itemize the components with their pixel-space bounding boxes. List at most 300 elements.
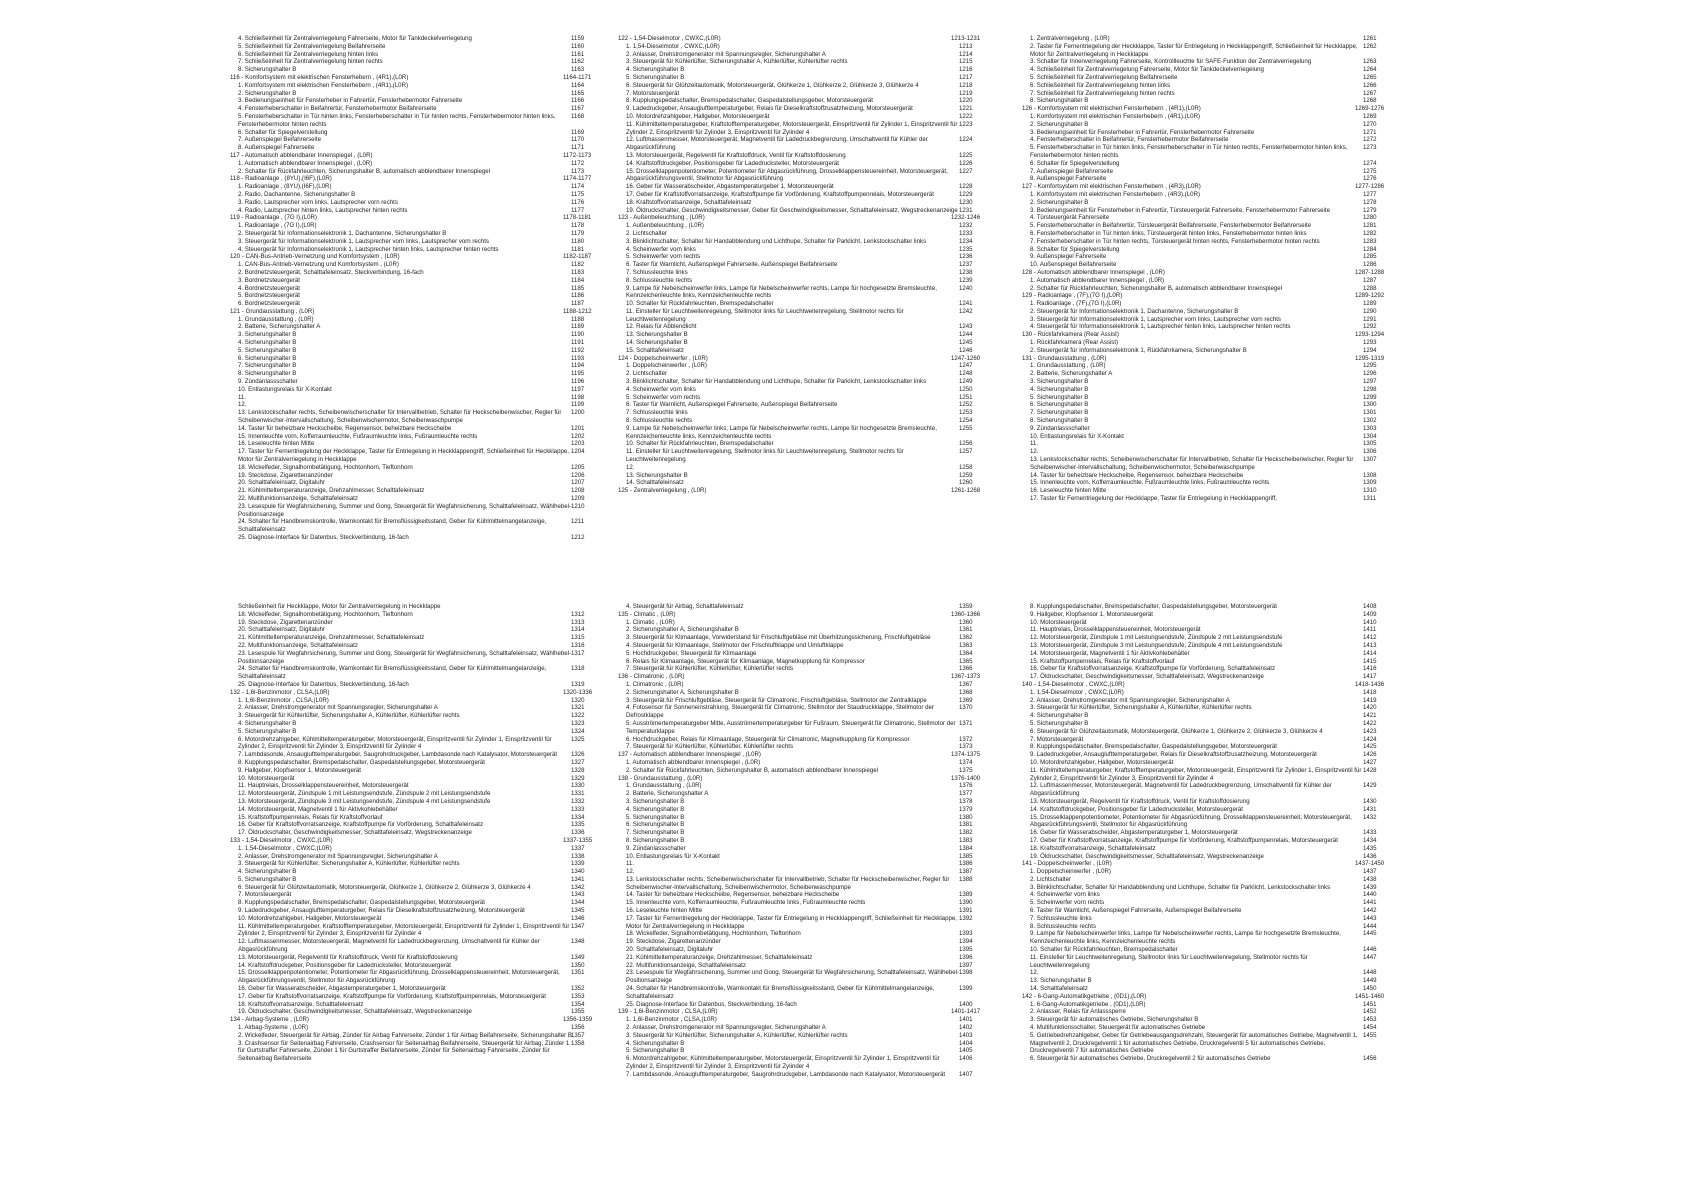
toc-entry-page: 1395 xyxy=(959,946,973,954)
toc-entry-title: 21. Kühlmitteltemperaturanzeige, Drehzahlmesser, Schalttafeleinsatz xyxy=(238,634,425,642)
toc-entry-title: 8. Sicherungshalter B xyxy=(626,836,685,844)
toc-entry-page: 1281 xyxy=(1363,222,1377,230)
toc-entry xyxy=(626,743,1026,751)
toc-entry xyxy=(626,82,1026,90)
toc-column-5 xyxy=(618,603,1026,1079)
toc-entry xyxy=(238,472,638,480)
toc-entry-title: 1. Komfortsystem mit elektrischen Fensterhebern , (4R1),(L0R) xyxy=(1030,112,1201,120)
toc-entry xyxy=(1030,253,1430,261)
toc-entry-page: 1265 xyxy=(1363,73,1377,81)
toc-entry-page: 1227 xyxy=(959,167,973,175)
toc-entry-title: 7. Lambdasonde, Ansauglufttemperaturgeber, Saugrohrdruckgeber, Lambdasonde nach Katalysator, Motorsteuergerät xyxy=(238,751,558,759)
toc-entry-page: 1346 xyxy=(571,914,585,922)
toc-entry xyxy=(626,907,1026,915)
toc-entry-page: 1237 xyxy=(959,261,973,269)
toc-entry-title: 10. Motorsteuergerät xyxy=(238,774,295,782)
toc-entry-title: 14. Kraftstoffdruckgeber, Positionsgeber für Ladedrucksteller, Motorsteuergerät xyxy=(1030,805,1243,813)
toc-entry-page: 1283 xyxy=(1363,237,1377,245)
toc-entry-title: 1. Automatisch abblendbarer Innenspiegel , (L0R) xyxy=(626,758,761,766)
toc-entry-page: 1405 xyxy=(959,1047,973,1055)
toc-entry xyxy=(626,121,1026,137)
toc-entry-title: 126 - Komfortsystem mit elektrischen Fensterhebern , (4R1),(L0R) xyxy=(1022,105,1201,113)
toc-entry-title: 3. Blinklichtschalter, Schalter für Handabblendung und Lichthupe, Schalter für Parklicht, Lenkstockschalter links xyxy=(626,378,927,386)
toc-entry-page: 1234 xyxy=(959,237,973,245)
toc-entry-title: 6. Steuergerät für Glühzeitautomatik, Motorsteuergerät, Glühkerze 1, Glühkerze 2, Glühkerze 3, Glühkerze 4 xyxy=(238,883,531,891)
toc-entry-title: 11. Hauptrelais, Drosselklappensteuereinheit, Motorsteuergerät xyxy=(1030,626,1201,634)
toc-entry-title: 20. Schalttafeleinsatz, Digitaluhr xyxy=(626,946,714,954)
toc-entry xyxy=(1030,915,1430,923)
toc-entry xyxy=(626,759,1026,767)
toc-entry-title: 8. Sicherungshalter B xyxy=(1030,97,1089,105)
toc-entry xyxy=(1030,394,1430,402)
toc-entry xyxy=(238,798,638,806)
toc-entry-page: 1313 xyxy=(571,618,585,626)
toc-entry-page: 1295-1319 xyxy=(1355,354,1385,362)
toc-section-entry xyxy=(1022,860,1430,868)
toc-entry-page: 1214 xyxy=(959,50,973,58)
toc-entry-title: 1. Climatic , (L0R) xyxy=(626,618,675,626)
toc-entry-page: 1287 xyxy=(1363,276,1377,284)
toc-entry-page: 1199 xyxy=(571,401,585,409)
toc-entry-title: 15. Kraftstoffpumpenrelais, Relais für Kraftstoffvorlauf xyxy=(238,813,383,821)
toc-entry-title: 8. Kupplungspedalschalter, Bremspedalschalter, Gaspedalstellungsgeber, Motorsteuergerät xyxy=(238,899,485,907)
toc-entry-title: 21. Kühlmitteltemperaturanzeige, Drehzahlmesser, Schalttafeleinsatz xyxy=(626,953,813,961)
toc-entry-title: 13. Motorsteuergerät, Regelventil für Kraftstoffdruck, Ventil für Kraftstoffdosierung xyxy=(626,151,846,159)
toc-entry xyxy=(1030,97,1430,105)
toc-entry-title: 3. Blinklichtschalter, Schalter für Handabblendung und Lichthupe, Schalter für Parklicht, Lenkstockschalter links xyxy=(1030,883,1331,891)
toc-entry xyxy=(238,285,638,293)
toc-entry-title: 2. Batterie, Sicherungshalter A xyxy=(1030,370,1113,378)
toc-section-entry xyxy=(230,837,638,845)
toc-entry xyxy=(626,58,1026,66)
toc-entry xyxy=(1030,74,1430,82)
toc-entry-title: 136 - Climatronic , (L0R) xyxy=(618,673,685,681)
toc-entry-page: 1286 xyxy=(1363,261,1377,269)
toc-entry xyxy=(626,479,1026,487)
toc-entry xyxy=(238,775,638,783)
toc-entry-page: 1326 xyxy=(571,751,585,759)
toc-entry-title: 16. Geber für Kraftstoffvorratsanzeige, Kraftstoffpumpe für Vorförderung, Schalttafeleinsatz xyxy=(1030,665,1276,673)
toc-entry xyxy=(1030,954,1430,970)
toc-entry-page: 1300 xyxy=(1363,401,1377,409)
toc-entry-page: 1453 xyxy=(1363,1016,1377,1024)
toc-entry xyxy=(238,160,638,168)
toc-entry-page: 1385 xyxy=(959,852,973,860)
toc-entry-page: 1330 xyxy=(571,782,585,790)
toc-entry xyxy=(238,386,638,394)
toc-entry xyxy=(1030,144,1430,160)
toc-entry-title: 5. Ausströmertemperaturgeber Mitte, Ausströmertemperaturgeber für Fußraum, Steuergerät für Climatronic, Stellmotor der Temperaturklappe xyxy=(626,719,956,735)
toc-entry xyxy=(238,767,638,775)
toc-section-entry xyxy=(1022,292,1430,300)
toc-entry xyxy=(238,814,638,822)
toc-entry-page: 1429 xyxy=(1363,782,1377,790)
toc-entry-page: 1264 xyxy=(1363,66,1377,74)
toc-entry xyxy=(238,316,638,324)
toc-entry xyxy=(1030,845,1430,853)
toc-entry-page: 1397 xyxy=(959,961,973,969)
toc-entry xyxy=(238,331,638,339)
toc-entry-page: 1317 xyxy=(571,649,585,657)
toc-entry xyxy=(1030,899,1430,907)
toc-entry-page: 1450 xyxy=(1363,985,1377,993)
toc-entry-page: 1170 xyxy=(571,136,585,144)
toc-entry-title: 7. Schließeinheit für Zentralverriegelung hinten rechts xyxy=(1030,89,1175,97)
toc-section-entry xyxy=(618,214,1026,222)
toc-entry-title: 12. Motorsteuergerät, Zündspule 1 mit Leistungsendstufe, Zündspule 2 mit Leistungsendstufe xyxy=(238,790,491,798)
toc-entry-title: 2. Batterie, Sicherungshalter A xyxy=(238,323,321,331)
toc-entry xyxy=(238,860,638,868)
toc-entry xyxy=(1030,697,1430,705)
toc-entry-title: 139 - 1,6l-Benzinmotor , CLSA,(L0R) xyxy=(618,1008,718,1016)
toc-entry-title: 4. Fensterheberschalter in Beifahrertür, Fensterhebermotor Beifahrerseite xyxy=(238,105,437,113)
toc-entry-page: 1384 xyxy=(959,844,973,852)
toc-entry-title: 13. Sicherungshalter B xyxy=(626,331,688,339)
toc-entry-page: 1393 xyxy=(959,930,973,938)
toc-entry xyxy=(626,665,1026,673)
toc-entry xyxy=(1030,277,1430,285)
toc-entry xyxy=(1030,323,1430,331)
toc-entry-page: 1178 xyxy=(571,222,585,230)
toc-entry-title: 2. Sicherungshalter B xyxy=(1030,198,1089,206)
toc-entry-page: 1186 xyxy=(571,292,585,300)
toc-entry xyxy=(1030,969,1430,977)
toc-entry-title: 2. Schalter für Rückfahrleuchten, Sicherungshalter B, automatisch abblendbarer Innenspiegel xyxy=(1030,284,1283,292)
toc-entry-page: 1210 xyxy=(571,502,585,510)
toc-entry-title: 2. Anlasser, Drehstromgenerator mit Spannungsregler, Sicherungshalter A xyxy=(238,704,438,712)
toc-entry xyxy=(626,1055,1026,1071)
toc-entry-page: 1184 xyxy=(571,276,585,284)
toc-entry xyxy=(626,448,1026,464)
toc-entry xyxy=(238,821,638,829)
toc-entry-title: 8. Außenspiegel Fahrerseite xyxy=(1030,175,1107,183)
toc-entry-page: 1305 xyxy=(1363,440,1377,448)
toc-entry-page: 1357 xyxy=(571,1031,585,1039)
toc-entry xyxy=(1030,401,1430,409)
toc-entry xyxy=(1030,136,1430,144)
toc-entry xyxy=(626,339,1026,347)
toc-entry-page: 1386 xyxy=(959,860,973,868)
toc-entry xyxy=(1030,160,1430,168)
toc-entry-title: 3. Bordnetzsteuergerät xyxy=(238,276,300,284)
toc-entry xyxy=(1030,658,1430,666)
toc-entry xyxy=(238,168,638,176)
toc-entry-page: 1161 xyxy=(571,50,585,58)
toc-entry xyxy=(626,230,1026,238)
toc-entry xyxy=(238,1024,638,1032)
toc-entry-page: 1451 xyxy=(1363,1000,1377,1008)
toc-entry xyxy=(626,152,1026,160)
toc-entry-page: 1356-1359 xyxy=(563,1016,593,1024)
toc-entry xyxy=(238,712,638,720)
toc-entry-title: 10. Motordrehzahlgeber, Hallgeber, Motorsteuergerät xyxy=(626,112,770,120)
toc-entry-title: 7. Motorsteuergerät xyxy=(1030,735,1084,743)
toc-entry xyxy=(1030,175,1430,183)
toc-entry-title: 1. CAN-Bus-Antrieb-Vernetzung und Komfortsystem , (L0R) xyxy=(238,261,399,269)
toc-entry-title: 2. Wickelfeder, Steuergerät für Airbag, Zünder für Airbag Fahrerseite, Zünder 1 für Airbag Beifahrerseite, Sicherungshalter B xyxy=(238,1031,572,1039)
toc-entry-title: 4. Schließeinheit für Zentralverriegelung Fahrerseite, Motor für Tankdeckelverriegelung xyxy=(1030,66,1264,74)
toc-entry xyxy=(1030,35,1430,43)
toc-entry-title: 14. Motorsteuergerät, Magnetventil 1 für Aktivkohlebehälter xyxy=(238,805,398,813)
toc-entry xyxy=(238,183,638,191)
toc-entry-title: 1. Automatisch abblendbarer Innenspiegel , (L0R) xyxy=(1030,276,1165,284)
toc-entry xyxy=(1030,238,1430,246)
toc-entry xyxy=(626,821,1026,829)
toc-entry-page: 1212 xyxy=(571,534,585,541)
toc-entry-page: 1440 xyxy=(1363,891,1377,899)
toc-entry xyxy=(238,370,638,378)
toc-entry xyxy=(238,1001,638,1009)
toc-entry-page: 1392 xyxy=(959,914,973,922)
toc-entry xyxy=(238,518,638,534)
toc-entry-page: 1215 xyxy=(959,58,973,66)
toc-entry-page: 1445 xyxy=(1363,930,1377,938)
toc-entry-title: 1. Radioanlage , (7G I),(L0R) xyxy=(238,222,317,230)
toc-entry-title: 4. Scheinwerfer vorn links xyxy=(626,245,696,253)
toc-entry-title: 10. Motordrehzahlgeber, Hallgeber, Motorsteuergerät xyxy=(238,914,382,922)
toc-entry-title: 120 - CAN-Bus-Antrieb-Vernetzung und Komfortsystem , (L0R) xyxy=(230,253,400,261)
toc-entry-title: 1. Grundausstattung , (L0R) xyxy=(1030,362,1106,370)
toc-entry-title: 10. Motorsteuergerät xyxy=(1030,618,1087,626)
toc-entry-page: 1378 xyxy=(959,797,973,805)
toc-entry xyxy=(626,782,1026,790)
toc-entry-title: 1. Zentralverriegelung , (L0R) xyxy=(1030,35,1110,42)
toc-entry-title: 2. Schalter für Rückfahrleuchten, Sicherungshalter B, automatisch abblendbarer Innenspiegel xyxy=(238,167,491,175)
toc-entry-page: 1256 xyxy=(959,440,973,448)
toc-entry xyxy=(1030,806,1430,814)
toc-entry xyxy=(626,704,1026,720)
toc-entry xyxy=(1030,814,1430,830)
toc-entry-title: 7. Schlussleuchte links xyxy=(626,409,688,417)
toc-entry-page: 1223 xyxy=(959,120,973,128)
toc-entry-page: 1230 xyxy=(959,198,973,206)
toc-entry-page: 1160 xyxy=(571,42,585,50)
toc-entry-page: 1171 xyxy=(571,144,585,152)
toc-entry-page: 1203 xyxy=(571,440,585,448)
toc-entry xyxy=(626,642,1026,650)
toc-entry-title: 5. Getriebedrehzahlgeber, Geber für Getriebeausgangsdrehzahl, Steuergerät für automatisches Getriebe, Magnetventil 1, Magnetventil 2, Druckregelventil 1 für automatisches Getriebe, Druckregelventil 5 für automatisches Getriebe, Druckregelventil 7 für automatisches Getriebe xyxy=(1030,1031,1358,1055)
toc-entry-title: 14. Kraftstoffdruckgeber, Positionsgeber für Ladedrucksteller, Motorsteuergerät xyxy=(238,961,451,969)
toc-entry-page: 1236 xyxy=(959,253,973,261)
toc-entry xyxy=(238,1040,638,1063)
toc-entry xyxy=(238,51,638,59)
toc-entry xyxy=(238,105,638,113)
toc-entry xyxy=(626,985,1026,1001)
toc-entry-page: 1419 xyxy=(1363,696,1377,704)
toc-entry-page: 1408 xyxy=(1363,603,1377,610)
toc-entry-title: 137 - Automatisch abblendbarer Innenspiegel , (L0R) xyxy=(618,751,761,759)
toc-entry-title: 12. Relais für Abblendlicht xyxy=(626,323,697,331)
toc-entry-page: 1373 xyxy=(959,743,973,751)
toc-entry-title: 7. Schließeinheit für Zentralverriegelung hinten rechts xyxy=(238,58,383,66)
toc-entry-title: 13. Motorsteuergerät, Zündspule 3 mit Leistungsendstufe, Zündspule 4 mit Leistungsendstufe xyxy=(1030,641,1283,649)
toc-entry-page: 1288 xyxy=(1363,284,1377,292)
toc-entry-page: 1381 xyxy=(959,821,973,829)
toc-entry-title: 3. Steuergerät für Informationselektronik 1, Lautsprecher vorn links, Lautsprecher vorn rechts xyxy=(238,237,489,245)
toc-entry-page: 1250 xyxy=(959,385,973,393)
toc-entry-page: 1368 xyxy=(959,688,973,696)
toc-entry-page: 1204 xyxy=(571,448,585,456)
toc-entry xyxy=(626,183,1026,191)
toc-entry xyxy=(238,876,638,884)
toc-entry-title: Schließeinheit für Heckklappe, Motor für Zentralverriegelung in Heckklappe xyxy=(238,603,441,610)
toc-entry-page: 1316 xyxy=(571,641,585,649)
toc-entry-page: 1413 xyxy=(1363,641,1377,649)
toc-entry-page: 1200 xyxy=(571,409,585,417)
toc-entry-page: 1226 xyxy=(959,159,973,167)
toc-entry-title: 11. xyxy=(626,860,635,868)
toc-entry-page: 1271 xyxy=(1363,128,1377,136)
toc-entry xyxy=(238,136,638,144)
toc-entry xyxy=(626,347,1026,355)
toc-entry-page: 1260 xyxy=(959,479,973,487)
toc-entry-page: 1238 xyxy=(959,268,973,276)
toc-entry-page: 1289 xyxy=(1363,300,1377,308)
toc-entry xyxy=(626,308,1026,324)
toc-entry-title: 132 - 1,6l-Benzinmotor , CLSA,(L0R) xyxy=(230,688,330,696)
toc-entry xyxy=(626,1040,1026,1048)
toc-entry xyxy=(238,82,638,90)
toc-entry-title: 12. Motorsteuergerät, Zündspule 1 mit Leistungsendstufe, Zündspule 2 mit Leistungsendstufe xyxy=(1030,634,1283,642)
toc-entry xyxy=(238,829,638,837)
toc-entry-page: 1278 xyxy=(1363,198,1377,206)
toc-entry-title: 1. Grundausstattung , (L0R) xyxy=(238,315,314,323)
toc-entry-page: 1333 xyxy=(571,805,585,813)
toc-entry xyxy=(238,66,638,74)
toc-entry-title: 2. Radio, Dachantenne, Sicherungshalter B xyxy=(238,190,356,198)
toc-entry xyxy=(1030,673,1430,681)
toc-entry xyxy=(238,626,638,634)
toc-entry-title: 8. Kupplungspedalschalter, Bremspedalschalter, Gaspedalstellungsgeber, Motorsteuergerät xyxy=(1030,743,1277,751)
toc-entry-title: 133 - 1,54-Dieselmotor , CWXC,(L0R) xyxy=(230,836,333,844)
toc-entry xyxy=(1030,214,1430,222)
toc-entry-page: 1309 xyxy=(1363,479,1377,487)
toc-entry-page: 1349 xyxy=(571,953,585,961)
toc-entry xyxy=(1030,853,1430,861)
toc-entry xyxy=(626,845,1026,853)
toc-entry-title: 14. Kraftstoffdruckgeber, Positionsgeber für Ladedrucksteller, Motorsteuergerät xyxy=(626,159,839,167)
toc-entry-title: 9. Lampe für Nebelscheinwerfer links, Lampe für Nebelscheinwerfer rechts, Lampe für hochgesetzte Bremsleuchte, Kennzeichenleuchte links, Kennzeichenleuchte rechts xyxy=(626,284,937,300)
toc-entry xyxy=(626,689,1026,697)
toc-entry-title: 3. Bedienungseinheit für Fensterheber in Fahrertür, Türsteuergerät Fahrerseite, Fensterhebermotor Fahrerseite xyxy=(1030,206,1330,214)
toc-entry-title: 17. Öldruckschalter, Geschwindigkeitsmesser, Schalttafeleinsatz, Wegstreckenanzeige xyxy=(238,829,472,837)
toc-entry-page: 1420 xyxy=(1363,704,1377,712)
toc-entry xyxy=(238,487,638,495)
toc-entry xyxy=(626,113,1026,121)
toc-entry-page: 1409 xyxy=(1363,610,1377,618)
toc-entry xyxy=(238,1032,638,1040)
toc-entry-page: 1332 xyxy=(571,797,585,805)
toc-entry-page: 1196 xyxy=(571,378,585,386)
toc-entry xyxy=(238,401,638,409)
toc-entry-page: 1365 xyxy=(959,657,973,665)
toc-entry-page: 1183 xyxy=(571,268,585,276)
toc-entry-page: 1402 xyxy=(959,1024,973,1032)
toc-entry-page: 1356 xyxy=(571,1024,585,1032)
toc-entry-page: 1314 xyxy=(571,626,585,634)
toc-entry-title: 5. Sicherungshalter B xyxy=(238,727,297,735)
toc-entry-page: 1401 xyxy=(959,1016,973,1024)
toc-entry-title: 11. Kühlmitteltemperaturgeber, Kraftstofftemperaturgeber, Motorsteuergerät, Einspritzventil für Zylinder 1, Einspritzventil für Zylinder 2, Einspritzventil für Zylinder 3, Einspritzventil für Zylinder 4 xyxy=(1030,766,1362,782)
toc-entry-page: 1189 xyxy=(571,323,585,331)
toc-entry-title: 6. Hochdruckgeber, Relais für Klimaanlage, Steuergerät für Climatronic, Magnetkupplung für Kompressor xyxy=(626,735,910,743)
toc-entry xyxy=(1030,417,1430,425)
toc-entry-title: 140 - 1,54-Dieselmotor , CWXC,(L0R) xyxy=(1022,680,1125,688)
toc-entry-title: 9. Zündanlassschalter xyxy=(1030,424,1090,432)
toc-entry-page: 1273 xyxy=(1363,144,1377,152)
toc-entry xyxy=(626,1016,1026,1024)
toc-entry xyxy=(1030,689,1430,697)
toc-entry-title: 5. Schließeinheit für Zentralverriegelung Beifahrerseite xyxy=(1030,73,1178,81)
toc-entry-page: 1400 xyxy=(959,1000,973,1008)
toc-entry-page: 1173 xyxy=(571,167,585,175)
toc-section-entry xyxy=(230,253,638,261)
toc-entry-title: 7. Lambdasonde, Ansauglufttemperaturgeber, Saugrohrdruckgeber, Lambdasonde nach Katalysator, Motorsteuergerät xyxy=(626,1070,946,1078)
toc-entry-page: 1247 xyxy=(959,362,973,370)
toc-entry-title: 8. Sicherungshalter B xyxy=(238,66,297,74)
toc-entry xyxy=(626,90,1026,98)
toc-entry-page: 1404 xyxy=(959,1039,973,1047)
toc-entry-page: 1352 xyxy=(571,985,585,993)
toc-entry xyxy=(1030,207,1430,215)
toc-entry-page: 1251 xyxy=(959,393,973,401)
toc-entry xyxy=(1030,1008,1430,1016)
toc-entry-title: 18. Wickelfeder, Signalhornbetätigung, Hochtonhorn, Tieftonhorn xyxy=(238,610,413,618)
toc-entry xyxy=(238,782,638,790)
toc-entry-page: 1195 xyxy=(571,370,585,378)
toc-entry xyxy=(238,720,638,728)
toc-entry-title: 9. Lampe für Nebelscheinwerfer links, Lampe für Nebelscheinwerfer rechts, Lampe für hochgesetzte Bremsleuchte, Kennzeichenleuchte links, Kennzeichenleuchte rechts xyxy=(1030,930,1341,946)
toc-entry-page: 1350 xyxy=(571,961,585,969)
toc-entry xyxy=(1030,433,1430,441)
toc-entry-page: 1289-1292 xyxy=(1355,292,1385,300)
toc-entry-page: 1198 xyxy=(571,393,585,401)
toc-entry xyxy=(238,199,638,207)
toc-entry xyxy=(238,479,638,487)
toc-entry-title: 4. Bordnetzsteuergerät xyxy=(238,284,300,292)
toc-entry-title: 10. Motordrehzahlgeber, Hallgeber, Motorsteuergerät xyxy=(1030,758,1174,766)
toc-entry-title: 10. Entlastungsrelais für X-Kontakt xyxy=(1030,432,1124,440)
toc-entry xyxy=(1030,720,1430,728)
toc-entry-page: 1222 xyxy=(959,112,973,120)
toc-entry-title: 4. Steuergerät für Informationselektronik 1, Lautsprecher hinten links, Lautsprecher hinten rechts xyxy=(238,245,499,253)
toc-entry-title: 15. Drosselklappenpotentiometer, Potentiometer für Abgasrückführung, Drosselklappensteuereinheit, Motorsteuergerät, Abgasrückführungsventil, Stellmotor für Abgasrückführung xyxy=(1030,813,1352,829)
toc-entry-page: 1374 xyxy=(959,758,973,766)
toc-entry-title: 8. Sicherungshalter B xyxy=(1030,417,1089,425)
toc-entry xyxy=(1030,199,1430,207)
toc-entry-title: 4. Sicherungshalter B xyxy=(238,339,297,347)
toc-entry-title: 1. Airbag-Systeme , (L0R) xyxy=(238,1024,309,1032)
toc-entry-title: 16. Leseleuchte hinten Mitte xyxy=(238,440,315,448)
toc-entry-title: 9. Ladedruckgeber, Ansauglufttemperaturgeber, Relais für Dieselkraftstoffzusatzheizung, Motorsteuergerät xyxy=(1030,751,1317,759)
toc-entry-title: 124 - Doppelscheinwerfer , (L0R) xyxy=(618,354,708,362)
toc-entry xyxy=(1030,1032,1430,1055)
toc-entry xyxy=(238,534,638,542)
toc-entry xyxy=(238,634,638,642)
toc-entry-page: 1244 xyxy=(959,331,973,339)
toc-entry xyxy=(626,300,1026,308)
toc-entry-page: 1423 xyxy=(1363,727,1377,735)
toc-entry-page: 1167 xyxy=(571,105,585,113)
toc-entry xyxy=(1030,946,1430,954)
toc-entry xyxy=(238,43,638,51)
toc-entry-title: 5. Hochdruckgeber, Steuergerät für Klimaanlage xyxy=(626,649,757,657)
toc-entry xyxy=(238,985,638,993)
toc-entry-page: 1201 xyxy=(571,424,585,432)
toc-entry xyxy=(238,339,638,347)
toc-entry-page: 1322 xyxy=(571,712,585,720)
toc-entry xyxy=(626,720,1026,736)
